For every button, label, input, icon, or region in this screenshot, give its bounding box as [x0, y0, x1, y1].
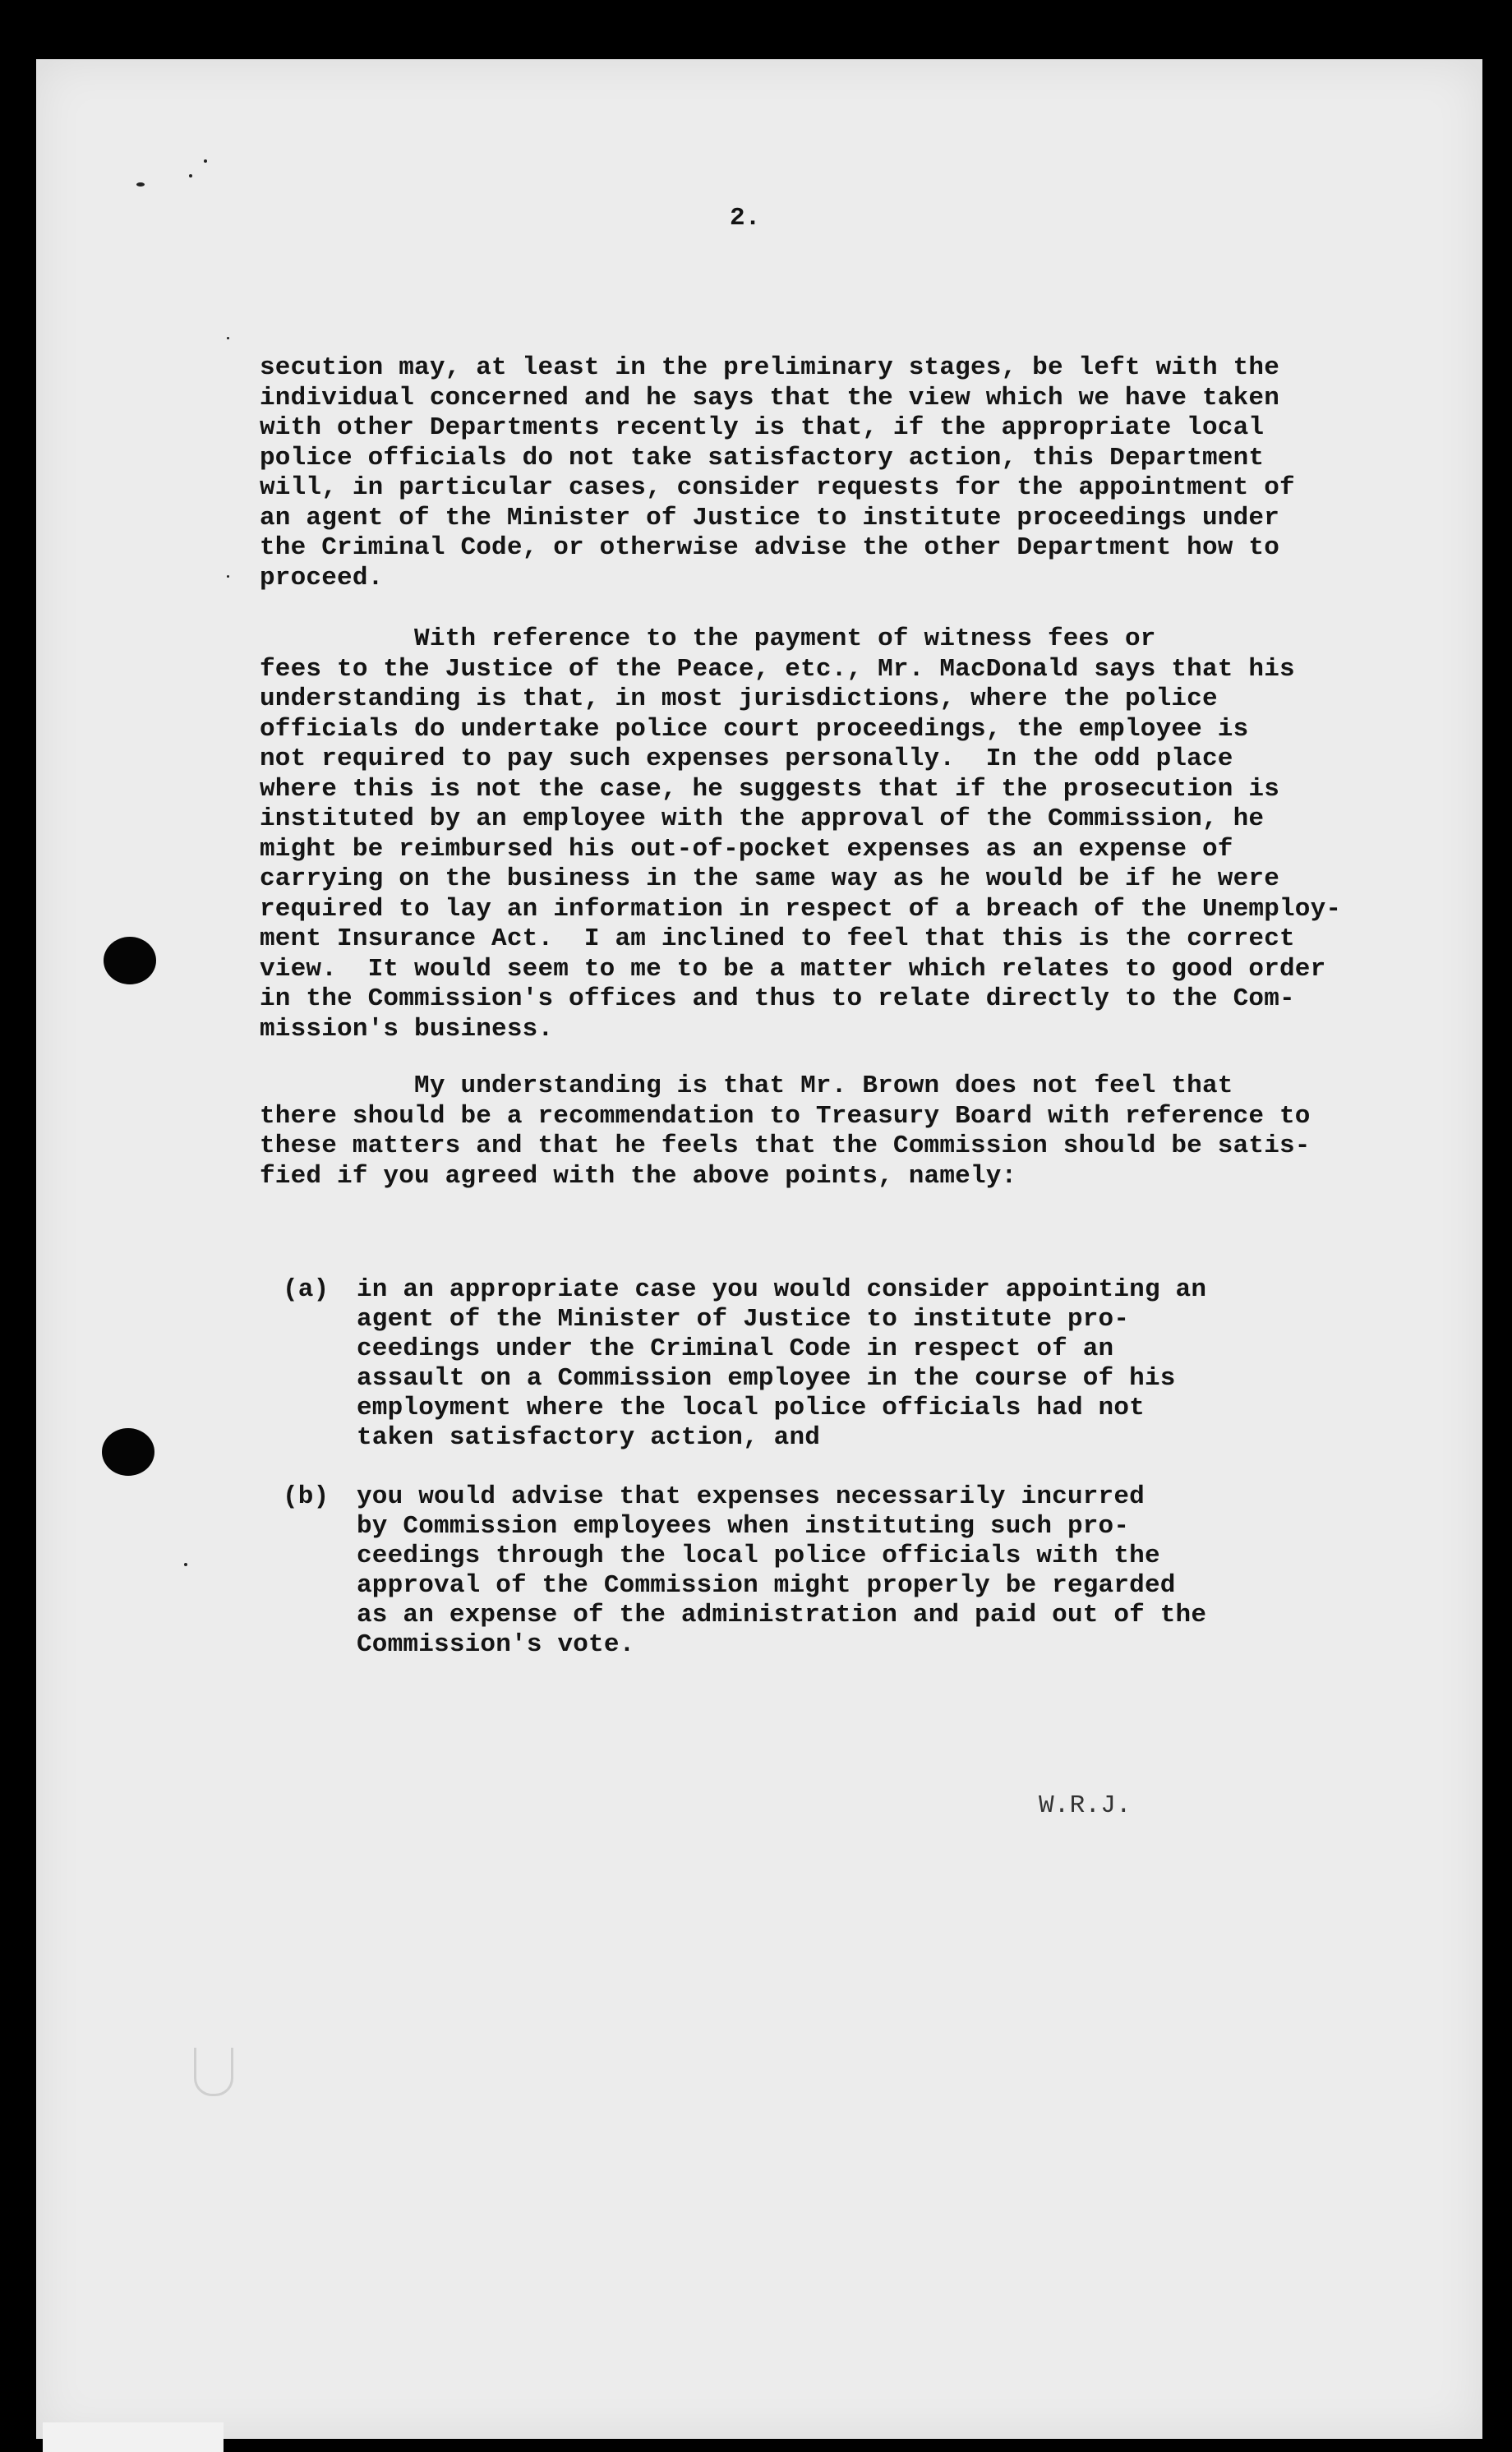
pencil-mark [194, 2048, 233, 2096]
list-item-label: (a) [283, 1275, 330, 1304]
scan-speck [184, 1563, 187, 1566]
list-item-text: in an appropriate case you would consider appointing an agent of the Minister of Justice to institute pro- ceedings under the Criminal Code in respect of an assault on a Commission employee in the course of his employment where the local police officials had not taken satisfactory action, and [357, 1275, 1207, 1452]
document-page [36, 59, 1482, 2439]
film-edge-tab [43, 2422, 224, 2452]
paragraph-understanding: My understanding is that Mr. Brown does not feel that there should be a recommendation to Treasury Board with reference to these matters and that he feels that the Commission should be satis- fied if you agreed with the above points, namely: [260, 1072, 1311, 1191]
list-item-text: you would advise that expenses necessarily incurred by Commission employees when instituting such pro- ceedings through the local police officials with the approval of the Commission might properly be regarded as an expense of the administration and paid out of the Commission's vote. [357, 1482, 1207, 1659]
page-number: 2. [730, 204, 761, 233]
punch-hole-bottom [102, 1428, 154, 1476]
punch-hole-top [104, 937, 156, 984]
scan-speck [227, 337, 229, 339]
paragraph-continuation: secution may, at least in the preliminary stages, be left with the individual concerned and he says that the view which we have taken with other Departments recently is that, if the appropriate local police officials do not take satisfactory action, this Department will, in particular cases, consider requests for the appointment of an agent of the Minister of Justice to institute proceedings under the Criminal Code, or otherwise advise the other Department how to proceed. [260, 353, 1295, 592]
list-item-label: (b) [283, 1482, 330, 1511]
signature-initials: W.R.J. [1039, 1791, 1132, 1820]
scan-speck [189, 174, 192, 177]
scan-speck [204, 159, 207, 163]
scan-speck [227, 575, 229, 578]
paragraph-witness-fees: With reference to the payment of witness fees or fees to the Justice of the Peace, etc., Mr. MacDonald says that his understanding is that, in most jurisdictions, where the police officials do undertake police court proceedings, the employee is not required to pay such expenses personally. In the odd place where this is not the case, he suggests that if the prosecution is instituted by an employee with the approval of the Commission, he might be reimbursed his out-of-pocket expenses as an expense of carrying on the business in the same way as he would be if he were required to lay an information in respect of a breach of the Unemploy- ment Insurance Act. I am inclined to feel that this is the correct view. It would seem to me to be a matter which relates to good order in the Commission's offices and thus to relate directly to the Com- mission's business. [260, 625, 1342, 1044]
scan-speck [136, 182, 145, 187]
